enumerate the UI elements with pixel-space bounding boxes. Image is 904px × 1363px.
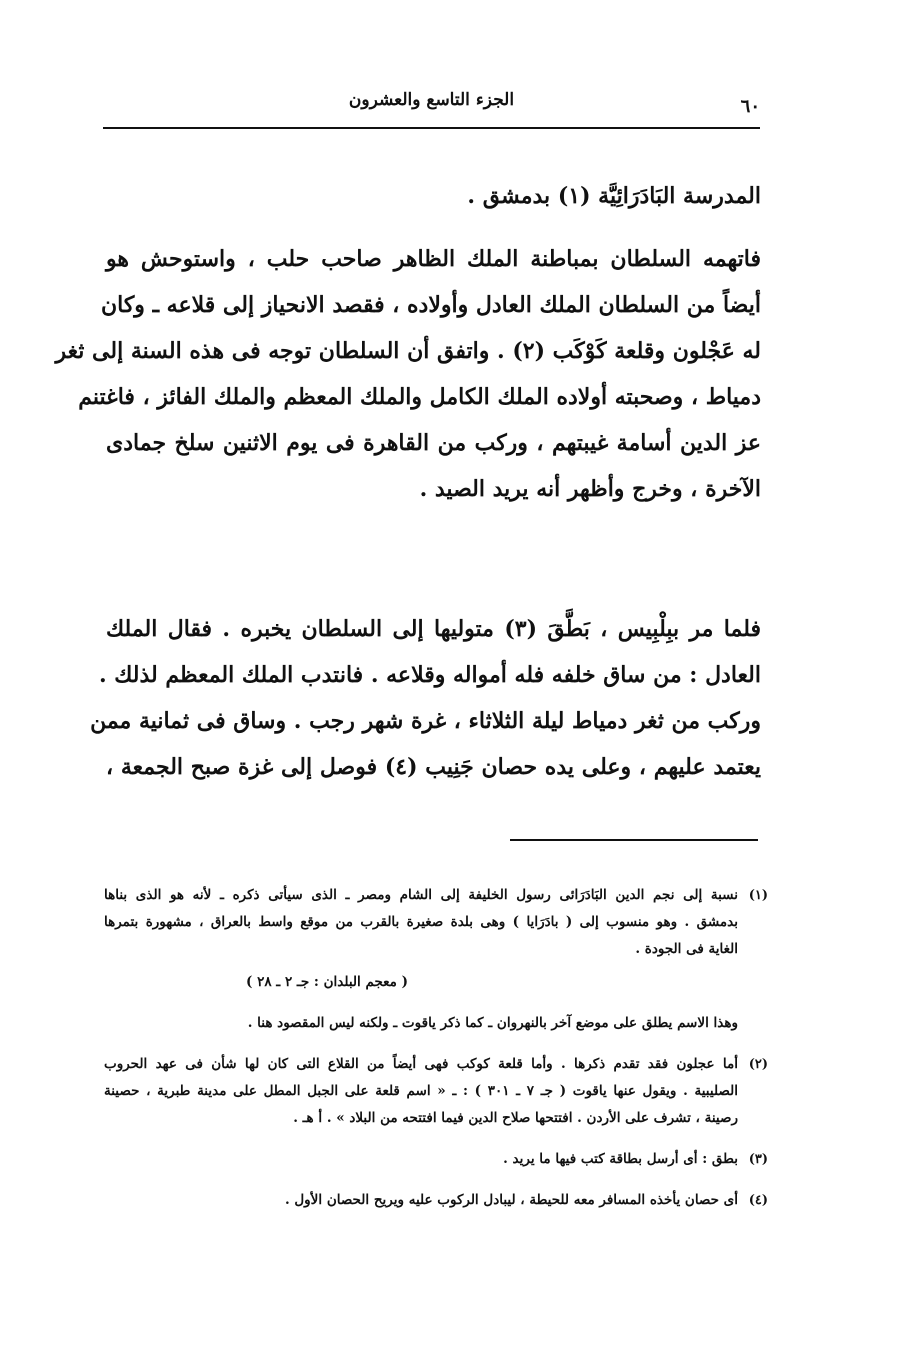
footnote-number: (٣) [748,1152,768,1167]
text-line: يعتمد عليهم ، وعلى يده حصان جَنِيب (٤) فوصل إلى غزة صبح الجمعة ، [106,754,761,780]
page-number: ٦٠ [740,96,760,117]
paragraph-3 [90,606,761,790]
footnote-3 [104,1146,768,1173]
footnote-line: أما عجلون فقد تقدم ذكرها . وأما قلعة كوكب فهى أيضاً من القلاع التى كان لها شأن فى عهد الحروب [104,1056,738,1072]
footnote-line: نسبة إلى نجم الدين البَادَرَائى رسول الخليفة إلى الشام ومصر ـ الذى سيأتى ذكره ـ لأنه هو الذى بناها [104,887,738,903]
text-line: الآخرة ، وخرج وأظهر أنه يريد الصيد . [419,476,761,502]
running-header [103,88,760,122]
footnote-separator [510,839,758,841]
footnotes [104,882,768,1214]
paragraph-2 [55,236,761,512]
header-rule [103,127,760,129]
footnote-number: (١) [748,888,768,903]
footnote-line: الصليبية . ويقول عنها ياقوت ( جـ ٧ ـ ٣٠١ ) : ـ « اسم قلعة على الجبل المطل على مدينة طبرية ، حصينة [104,1083,738,1099]
text-line: فاتهمه السلطان بمباطنة الملك الظاهر صاحب حلب ، واستوحش هو [106,246,761,272]
footnote-line: رصينة ، تشرف على الأردن . افتتحها صلاح الدين فيما افتتحه من البلاد » . أ هـ . [293,1110,738,1126]
footnote-line: أى حصان يأخذه المسافر معه للحيطة ، ليبادل الركوب عليه ويريح الحصان الأول . [284,1192,738,1208]
footnote-1 [104,882,768,1037]
footnote-line: بطق : أى أرسل بطاقة كتب فيها ما يريد . [503,1151,738,1167]
spacer [104,1037,738,1051]
footnote-number: (٤) [748,1193,768,1208]
spacer [104,1132,738,1146]
text-line: العادل : من ساق خلفه فله أمواله وقلاعه . فانتدب الملك المعظم لذلك . [98,662,761,688]
footnote-4 [104,1187,768,1214]
text-line: فلما مر ببِلْبِيس ، بَطَّقَ (٣) متوليها إلى السلطان يخبره . فقال الملك [106,616,761,642]
footnote-number: (٢) [748,1057,768,1072]
text-line: له عَجْلون وقلعة كَوْكَب (٢) . واتفق أن السلطان توجه فى هذه السنة إلى ثغر [55,338,761,364]
footnote-line: الغاية فى الجودة . [635,941,738,957]
part-title: الجزء التاسع والعشرون [348,90,515,110]
footnote-line: بدمشق . وهو منسوب إلى ( بادَرَايا ) وهى بلدة صغيرة بالقرب من موقع واسط بالعراق ، مشهورة بتمرها [104,914,738,930]
footnote-source: ( معجم البلدان : جـ ٢ ـ ٢٨ ) [245,974,408,990]
text-line: المدرسة البَادَرَائِيَّة (١) بدمشق . [467,183,761,209]
spacer [104,1173,738,1187]
footnote-2 [104,1051,768,1132]
text-line: دمياط ، وصحبته أولاده الملك الكامل والملك المعظم والملك الفائز ، فاغتنم [78,384,761,410]
text-line: عز الدين أسامة غيبتهم ، وركب من القاهرة فى يوم الاثنين سلخ جمادى [106,430,761,456]
text-line: أيضاً من السلطان الملك العادل وأولاده ، فقصد الانحياز إلى قلاعه ـ وكان [100,292,761,318]
text-line: وركب من ثغر دمياط ليلة الثلاثاء ، غرة شهر رجب . وساق فى ثمانية ممن [90,708,761,734]
footnote-line: وهذا الاسم يطلق على موضع آخر بالنهروان ـ كما ذكر ياقوت ـ ولكنه ليس المقصود هنا . [247,1015,738,1031]
paragraph-1 [106,173,761,219]
